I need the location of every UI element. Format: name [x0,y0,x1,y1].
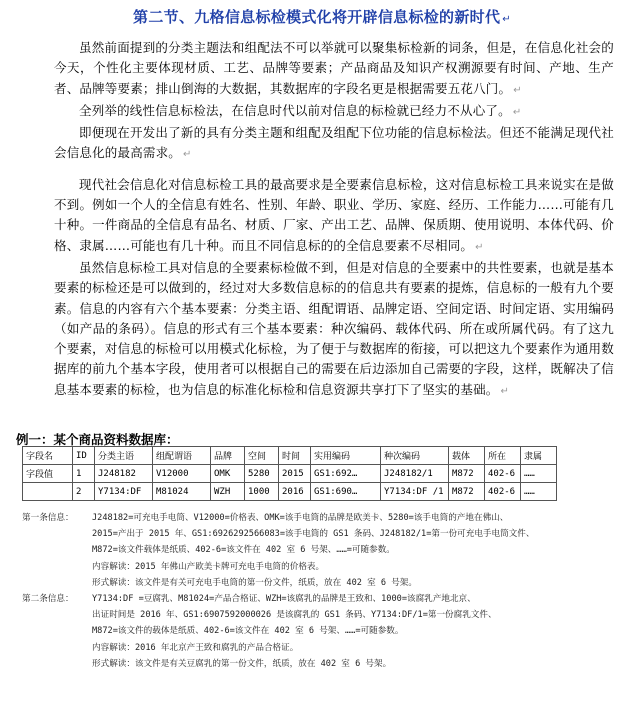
body-text [54,38,614,402]
record-line: 形式解读：该文件是有关可充电手电筒的第一份文件，纸质，放在 402 室 6 号架。 [92,577,417,588]
table-cell: M872 [449,483,485,501]
record-line: 形式解读：该文件是有关豆腐乳的第一份文件，纸质，放在 402 室 6 号架。 [92,658,392,669]
table-header-cell: 载体 [449,447,485,465]
table-cell: 402-6 [485,483,521,501]
table-header-row [23,447,557,465]
record-line: 内容解读：2016 年北京产王致和腐乳的产品合格证。 [92,642,299,653]
table-header-cell: 隶属 [521,447,557,465]
table-cell: J248182 [95,465,153,483]
record-label: 第二条信息： [22,594,74,605]
table-cell: 2016 [279,483,311,501]
table-cell: 2015 [279,465,311,483]
table-header-cell: 品牌 [211,447,245,465]
table-cell: 402-6 [485,465,521,483]
table-header-cell: 实用编码 [311,447,381,465]
table-cell: M81024 [153,483,211,501]
record-line: 内容解读：2015 年佛山产欧美卡牌可充电手电筒的价格表。 [92,561,325,572]
record-label: 第一条信息： [22,513,74,523]
record-line: 2015=产出于 2015 年、GS1:6926292566083=该手电筒的 GS1 条码、J248182/1=第一份可充电手电筒文件、 [92,529,535,540]
paragraph: 全列举的线性信息标检法，在信息时代以前对信息的标检就已经力不从心了。 ↵ [79,102,522,118]
table-header-cell: 空间 [245,447,279,465]
table-cell: V12000 [153,465,211,483]
table-header-cell: 字段名 [23,447,73,465]
paragraph: 虽然信息标检工具对信息的全要素标检做不到，但是对信息的全要素中的共性要素，也就是基本要素的标检还是可以做到的，经过对大多数信息标的的信息共有要素的提炼，信息标的一般有九个要素。信息的内容有六个基本要素：分类主语、组配谓语、品牌定语、空间定语、时间定语、实用编码（如产品的条码）。信息的形式有三个基本要素：种次编码、载体代码、所在或所属代码。有了这九个要素，对信息的标检可以用模式化标检，为了便于与数据库的衔接，可以把这九个要素作为通用数据库的前九个基本字段，使用者可以根据自己的需要在后边添加自己需要的字段，这样，既解决了信息基本要素的标检，也为信息的标准化标检和信息资源共享打下了坚实的基础。 ↵ [54,259,614,397]
table-cell: Y7134:DF /1 [381,483,449,501]
paragraph: 即便现在开发出了新的具有分类主题和组配及组配下位功能的信息标检法。但还不能满足现代社会信息化的最高需求。 ↵ [54,125,614,161]
table-cell: 5280 [245,465,279,483]
table-cell: 1000 [245,483,279,501]
table-cell: 2 [73,483,95,501]
table-cell [23,483,73,501]
return-mark: ↵ [502,14,511,25]
database-table [22,446,557,501]
table-cell: …… [521,465,557,483]
section-title [0,6,644,27]
record-line: 出证时间是 2016 年、GS1:6907592000026 是该腐乳的 GS1 条码、Y7134:DF/1=第一份腐乳文件、 [92,610,497,621]
table-cell: GS1:690… [311,483,381,501]
example-title: 例一：某个商品资料数据库： [16,432,179,447]
table-cell: 1 [73,465,95,483]
record-line: 第一条信息： J248182=可充电手电筒、V12000=价格表、OMK=该手电筒的品牌是欧美卡、5280=该手电筒的产地在佛山、 [22,510,622,526]
record-notes [22,510,622,672]
paragraph: 现代社会信息化对信息标检工具的最高要求是全要素信息标检，这对信息标检工具来说实在是做不到。例如一个人的全信息有姓名、性别、年龄、职业、学历、家庭、经历、工作能力……可能有几十种。一件商品的全信息有品名、材质、厂家、产出工艺、品牌、保质期、使用说明、本体代码、价格、隶属……可能也有几十种。而且不同信息标的的全信息要素不尽相同。 ↵ [54,176,614,253]
record-line: M872=该文件载体是纸质、402-6=该文件在 402 室 6 号架、……=可随参数。 [92,545,395,556]
table-cell: …… [521,483,557,501]
table-cell: WZH [211,483,245,501]
table-header-cell: 组配谓语 [153,447,211,465]
table-header-cell: 时间 [279,447,311,465]
table-cell: J248182/1 [381,465,449,483]
table-cell: M872 [449,465,485,483]
table-row [23,465,557,483]
table-cell: 字段值 [23,465,73,483]
table-cell: Y7134:DF [95,483,153,501]
table-row [23,483,557,501]
table-header-cell: 所在 [485,447,521,465]
table-header-cell: 种次编码 [381,447,449,465]
table-cell: GS1:692… [311,465,381,483]
table-header-cell: 分类主语 [95,447,153,465]
paragraph: 虽然前面提到的分类主题法和组配法不可以举就可以聚集标检新的词条，但是，在信息化社会的今天，个性化主要体现材质、工艺、品牌等要素；产品商品及知识产权溯源要有时间、产地、生产者、品牌等要素；排山倒海的大数据，其数据库的字段名更是根据需要五花八门。 ↵ [54,40,614,96]
table-header-cell: ID [73,447,95,465]
record-line: M872=该文件的载体是纸质、402-6=该文件在 402 室 6 号架、……=可随参数。 [92,626,404,637]
section-title-text: 第二节、九格信息标检模式化将开辟信息标检的新时代 [133,8,501,26]
table-cell: OMK [211,465,245,483]
record-line: 第二条信息： Y7134:DF =豆腐乳、M81024=产品合格证、WZH=该腐乳的品牌是王致和、1000=该腐乳产地北京、 [22,591,622,607]
